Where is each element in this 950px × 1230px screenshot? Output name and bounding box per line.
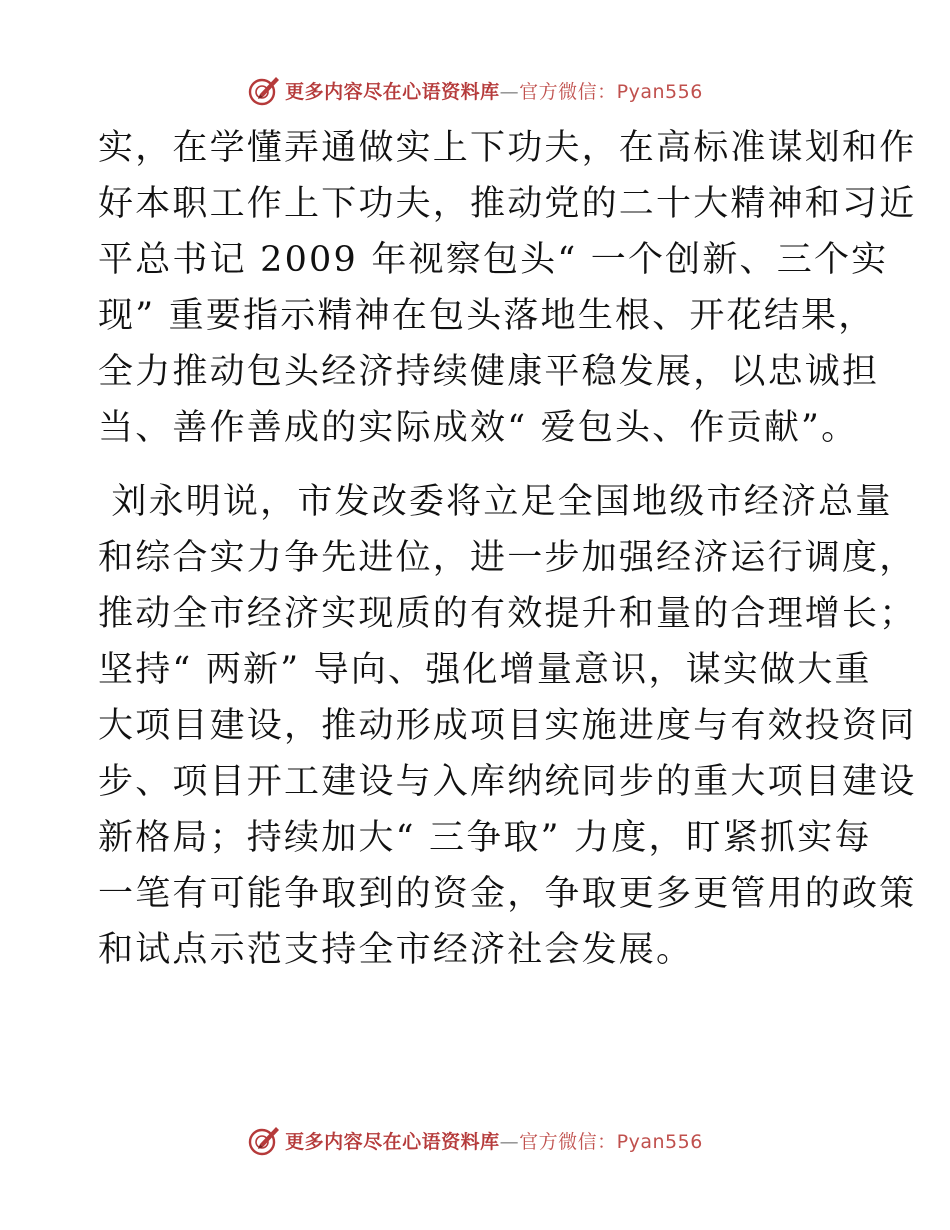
header-brand: 更多内容尽在心语资料库 <box>285 80 500 103</box>
footer-banner <box>0 1120 950 1160</box>
text-line: 新格局；持续加大“ 三争取” 力度，盯紧抓实每 <box>98 818 872 858</box>
header-separator: — <box>499 80 520 103</box>
header-banner-text <box>285 77 703 104</box>
paragraph-2 <box>98 474 917 978</box>
pen-circle-logo-icon <box>247 1123 281 1157</box>
footer-brand: 更多内容尽在心语资料库 <box>285 1130 500 1153</box>
paragraph-1 <box>98 120 917 456</box>
footer-separator: — <box>499 1130 520 1153</box>
text-line: 平总书记 2009 年视察包头“ 一个创新、三个实 <box>98 240 889 280</box>
header-banner <box>0 70 950 110</box>
text-line: 当、善作善成的实际成效“ 爱包头、作贡献”。 <box>98 408 859 448</box>
text-line: 现” 重要指示精神在包头落地生根、开花结果， <box>98 296 876 336</box>
footer-banner-text <box>285 1127 703 1154</box>
text-line: 一笔有可能争取到的资金，争取更多更管用的政策 <box>98 874 917 914</box>
text-line: 实，在学懂弄通做实上下功夫，在高标准谋划和作 <box>98 128 917 168</box>
text-line: 全力推动包头经济持续健康平稳发展，以忠诚担 <box>98 352 880 392</box>
footer-banner-inner <box>247 1123 703 1157</box>
text-line: 刘永明说，市发改委将立足全国地级市经济总量 <box>98 482 893 522</box>
text-line: 好本职工作上下功夫，推动党的二十大精神和习近 <box>98 184 917 224</box>
text-line: 大项目建设，推动形成项目实施进度与有效投资同 <box>98 706 917 746</box>
header-banner-inner <box>247 73 703 107</box>
text-line: 推动全市经济实现质的有效提升和量的合理增长； <box>98 594 917 634</box>
text-line: 坚持“ 两新” 导向、强化增量意识，谋实做大重 <box>98 650 872 690</box>
document-body <box>98 120 917 978</box>
footer-contact: 官方微信：Pyan556 <box>519 1130 703 1153</box>
paragraph-gap <box>98 456 858 474</box>
text-line: 步、项目开工建设与入库纳统同步的重大项目建设 <box>98 762 917 802</box>
pen-circle-logo-icon <box>247 73 281 107</box>
header-contact: 官方微信：Pyan556 <box>519 80 703 103</box>
text-line: 和综合实力争先进位，进一步加强经济运行调度， <box>98 538 917 578</box>
text-line: 和试点示范支持全市经济社会发展。 <box>98 930 694 970</box>
